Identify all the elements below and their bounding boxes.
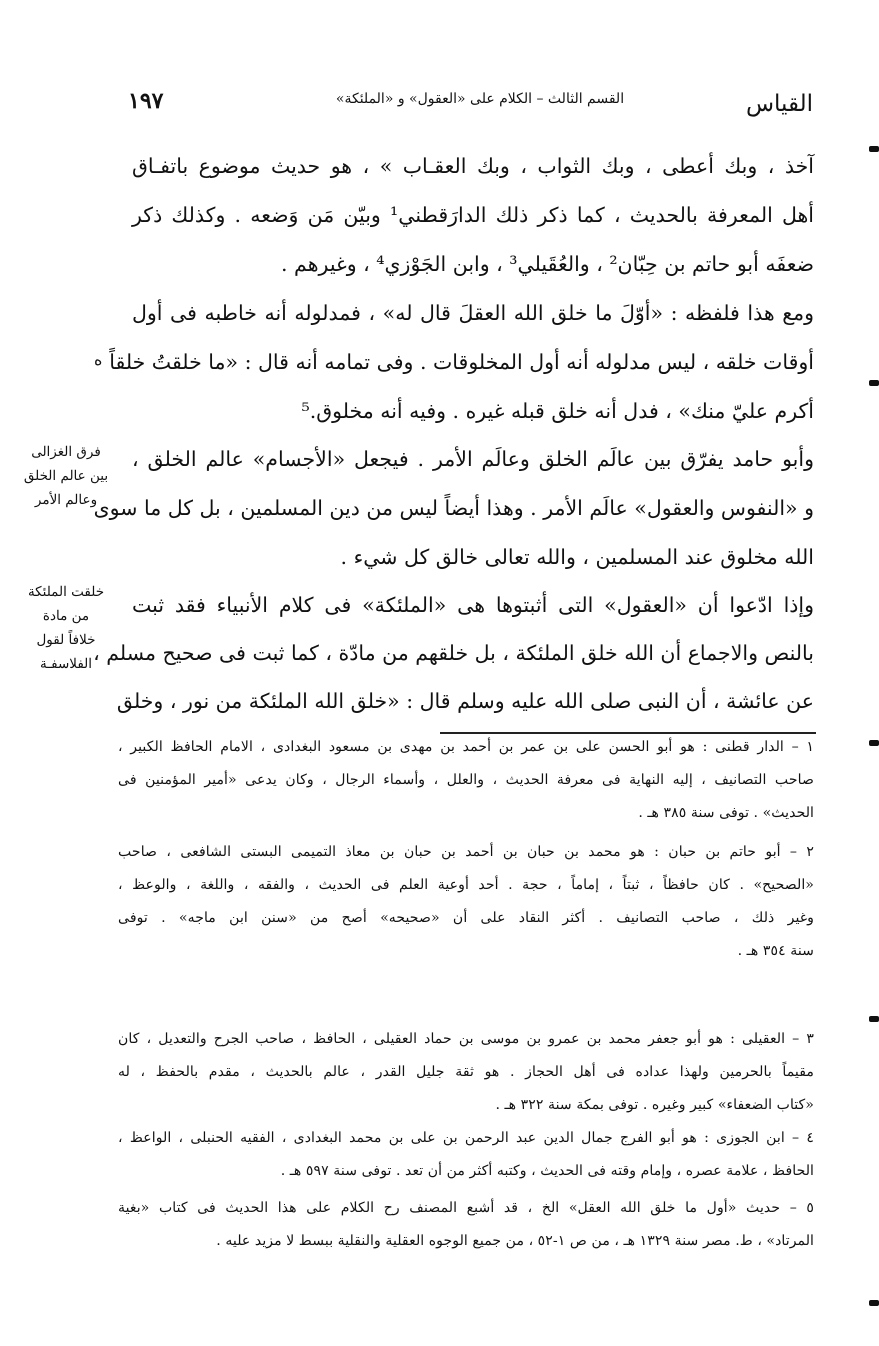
body-line: بالنص والاجماع أن الله خلق الملئكة ، بل خلقهم من مادّة ، كما ثبت فى صحيح مسلم ، xyxy=(93,641,814,665)
footnote-rule xyxy=(440,732,816,734)
footnote-line: «الصحيح» . كان حافظاً ، ثبتاً ، إماماً ، حجة . أحد أوعية العلم فى الحديث ، والفقه ، واللغة ، والوعظ ، xyxy=(118,877,814,893)
footnote-line: ٤ – ابن الجوزى : هو أبو الفرج جمال الدين عبد الرحمن بن على بن محمد البغدادى ، الفقيه الحنبلى ، الواعظ ، xyxy=(118,1130,814,1146)
body-line: آخذ ، وبك أعطى ، وبك الثواب ، وبك العقـاب » ، هو حديث موضوع باتفـاق xyxy=(132,154,814,178)
body-line: وأبو حامد يفرّق بين عالَم الخلق وعالَم الأمر . فيجعل «الأجسام» عالم الخلق ، xyxy=(132,447,814,471)
footnote-line: الحديث» . توفى سنة ٣٨٥ هـ . xyxy=(638,805,814,821)
body-line: عن عائشة ، أن النبى صلى الله عليه وسلم قال : «خلق الله الملئكة من نور ، وخلق xyxy=(116,689,814,713)
side-note-line: فرق الغزالى xyxy=(31,444,101,460)
footnote-line: المرتاد» ، ط. مصر سنة ١٣٢٩ هـ ، من ص ١-٥٢ ، من جميع الوجوه العقلية والنقلية ببسط لا مزيد عليه . xyxy=(216,1233,814,1249)
footnote-line: ١ – الدار قطنى : هو أبو الحسن على بن عمر بن أحمد بن مهدى بن مسعود البغدادى ، الامام الحافظ الكبير ، xyxy=(118,739,814,755)
side-note-line: وعالم الأمر xyxy=(34,492,98,508)
margin-mark xyxy=(869,380,879,386)
side-note-line: خلافاً لقول xyxy=(36,632,96,648)
footnote-line: «كتاب الضعفاء» كبير وغيره . توفى بمكة سنة ٣٢٢ هـ . xyxy=(495,1097,814,1113)
body-line: وإذا ادّعوا أن «العقول» التى أثبتوها هى «الملئكة» فى كلام الأنبياء فقد ثبت xyxy=(132,593,814,617)
margin-mark xyxy=(869,146,879,152)
body-line: ومع هذا فلفظه : «أوّلَ ما خلق الله العقلَ قال له» ، فمدلوله أنه خاطبه فى أول xyxy=(132,301,814,325)
side-note-line: من مادة xyxy=(42,608,90,624)
running-title: القسم الثالث – الكلام على «العقول» و «الملئكة» xyxy=(335,91,625,107)
margin-letter: ه xyxy=(94,350,103,369)
side-note-line: خلقت الملئكة xyxy=(27,584,105,600)
body-line: و «النفوس والعقول» عالَم الأمر . وهذا أيضاً ليس من دين المسلمين ، بل كل ما سوى xyxy=(93,496,814,520)
body-line: ضعفَه أبو حاتم بن حِبّان² ، والعُقَيلي³ ، وابن الجَوْزي⁴ ، وغيرهم . xyxy=(281,252,814,276)
margin-mark xyxy=(869,740,879,746)
body-line: أكرم عليّ منك» ، فدل أنه خلق قبله غيره . وفيه أنه مخلوق.⁵ xyxy=(301,399,814,423)
side-note-ghazali xyxy=(16,440,116,512)
body-line: الله مخلوق عند المسلمين ، والله تعالى خالق كل شيء . xyxy=(340,545,814,569)
footnote-line: ٣ – العقيلى : هو أبو جعفر محمد بن عمرو بن موسى بن حماد العقيلى ، الحافظ ، صاحب الجرح والتعديل ، كان xyxy=(118,1031,814,1047)
footnote-line: ٥ – حديث «أول ما خلق الله العقل» الخ ، قد أشبع المصنف رح الكلام على هذا الحديث فى كتاب «بغية xyxy=(118,1200,814,1216)
side-note-line: الفلاسفـة xyxy=(39,656,93,672)
footnote-line: وغير ذلك ، صاحب التصانيف . أكثر النقاد على أن «صحيحه» أصح من «سنن ابن ماجه» . توفى xyxy=(118,910,814,926)
footnote-line: الحافظ ، علامة عصره ، وإمام وقته فى الحديث ، وكتبه أكثر من أن تعد . توفى سنة ٥٩٧ هـ . xyxy=(280,1163,814,1179)
footnote-line: سنة ٣٥٤ هـ . xyxy=(737,943,814,959)
footnote-line: مقيماً بالحرمين ولهذا عداده فى أهل الحجاز . هو ثقة جليل القدر ، عالم بالحديث ، مقدم بالحفظ ، له xyxy=(118,1064,814,1080)
side-note-angels xyxy=(16,580,116,676)
side-note-line: بين عالم الخلق xyxy=(23,468,109,484)
page-number: ١٩٧ xyxy=(128,88,164,114)
body-line: أهل المعرفة بالحديث ، كما ذكر ذلك الدارَقطني¹ وبيّن مَن وَضعه . وكذلك ذكر xyxy=(132,203,814,227)
footnote-line: صاحب التصانيف ، إليه النهاية فى معرفة الحديث ، والعلل ، وأسماء الرجال ، وكان يدعى «أمير المؤمنين فى xyxy=(118,772,814,788)
margin-mark xyxy=(869,1300,879,1306)
body-line: أوقات خلقه ، ليس مدلوله أنه أول المخلوقات . وفى تمامه أنه قال : «ما خلقتُ خلقاً xyxy=(109,350,814,374)
footnote-line: ٢ – أبو حاتم بن حبان : هو محمد بن حبان بن أحمد بن حبان بن معاذ التميمى البستى الشافعى ، صاحب xyxy=(118,844,814,860)
section-title: القياس xyxy=(745,91,813,117)
margin-mark xyxy=(869,1016,879,1022)
